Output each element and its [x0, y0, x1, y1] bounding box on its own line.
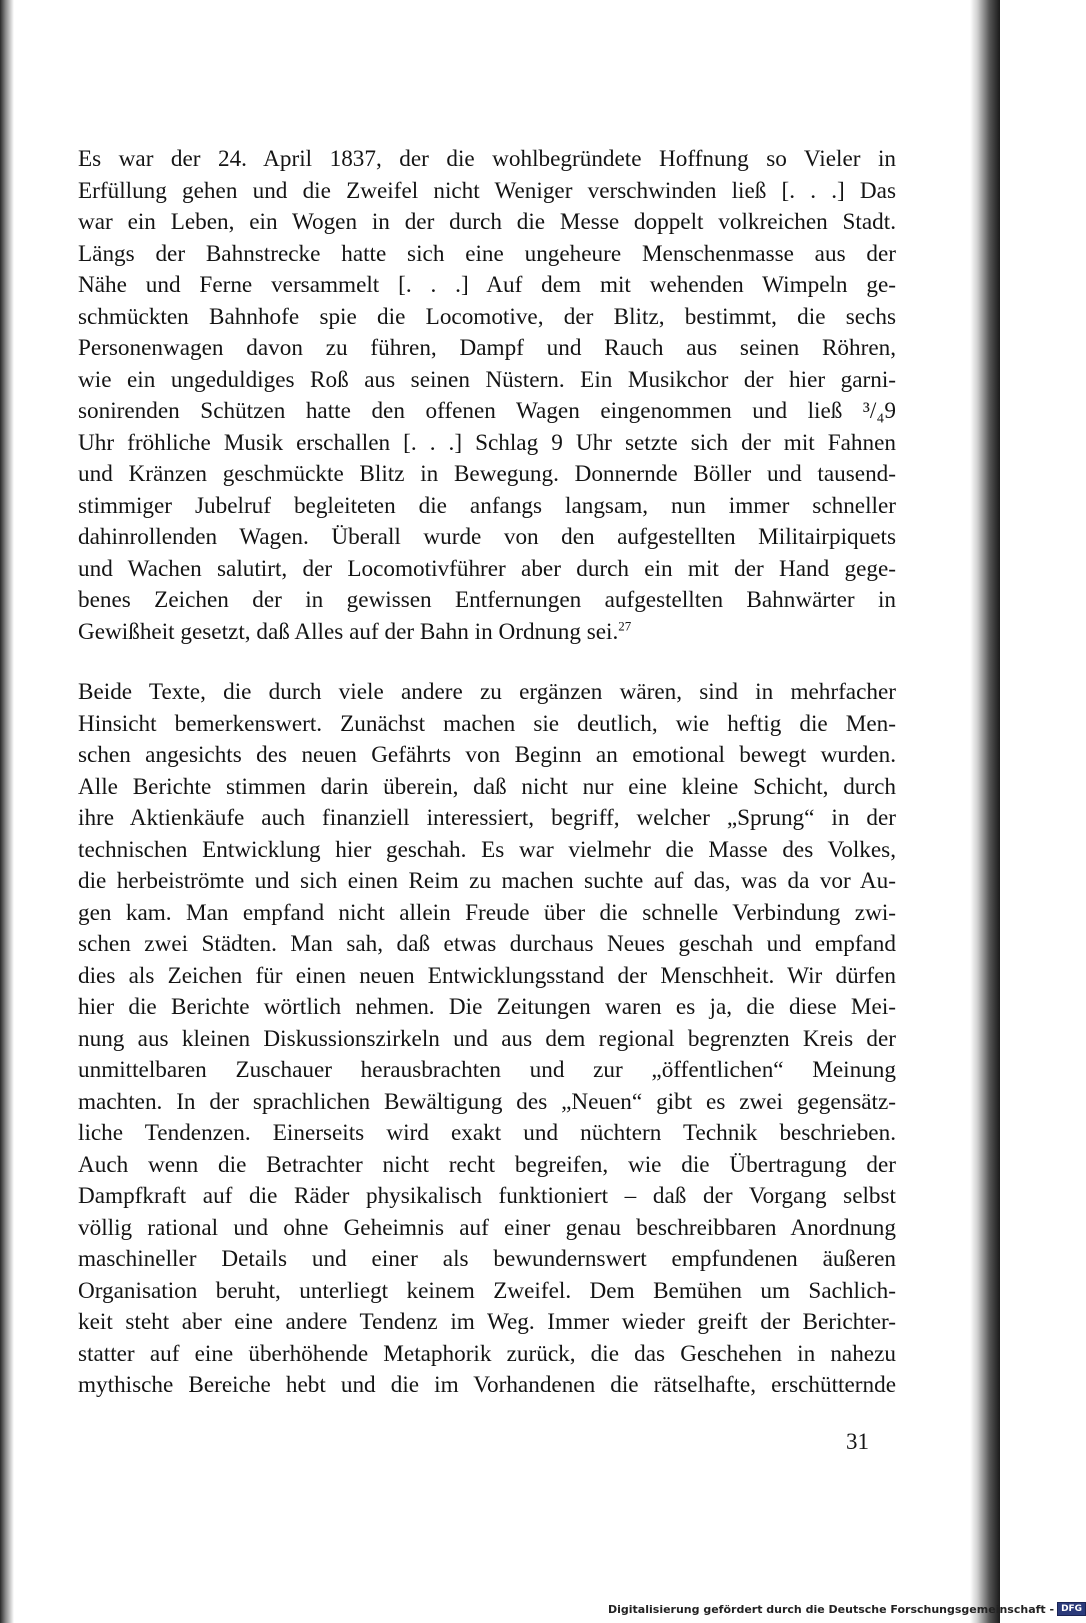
body-paragraph	[78, 677, 896, 1402]
body-line: dies als Zeichen für einen neuen Entwicklungsstand der Menschheit. Wir dürfen	[78, 962, 896, 989]
body-line: liche Tendenzen. Einerseits wird exakt und nüchtern Technik beschrieben.	[78, 1120, 896, 1146]
page-edge-right	[970, 0, 1000, 1623]
page-number: 31	[846, 1429, 869, 1454]
body-line: keit steht aber eine andere Tendenz im Weg. Immer wieder greift der Berichter-	[78, 1309, 896, 1335]
quote-line: stimmiger Jubelruf begleiteten die anfangs langsam, nun immer schneller	[78, 492, 896, 519]
body-line: hier die Berichte wörtlich nehmen. Die Zeitungen waren es ja, die diese Mei-	[78, 994, 896, 1020]
page-edge-left	[0, 0, 14, 1623]
body-line: schen zwei Städten. Man sah, daß etwas durchaus Neues geschah und empfand	[78, 931, 896, 957]
quote-line-text: Gewißheit gesetzt, daß Alles auf der Bahn in Ordnung sei.	[78, 618, 619, 645]
body-line: die herbeiströmte und sich einen Reim zu machen suchte auf das, was da vor Au-	[78, 868, 896, 894]
body-line: machten. In der sprachlichen Bewältigung des „Neuen“ gibt es zwei gegensätz-	[78, 1088, 896, 1115]
quote-line: Erfüllung gehen und die Zweifel nicht Weniger verschwinden ließ [. . .] Das	[78, 177, 896, 204]
body-line: technischen Entwicklung hier geschah. Es war vielmehr die Masse des Volkes,	[78, 836, 896, 863]
quote-line: Uhr fröhliche Musik erschallen [. . .] Schlag 9 Uhr setzte sich der mit Fahnen	[78, 429, 896, 456]
quote-line: war ein Leben, ein Wogen in der durch die Messe doppelt volkreichen Stadt.	[78, 209, 896, 235]
quote-line: wie ein ungeduldiges Roß aus seinen Nüstern. Ein Musikchor der hier garni-	[78, 366, 896, 393]
quote-line: schmückten Bahnhofe spie die Locomotive, der Blitz, bestimmt, die sechs	[78, 303, 896, 330]
dfg-logo: DFG	[1057, 1602, 1086, 1616]
body-line: unmittelbaren Zuschauer herausbrachten und zur „öffentlichen“ Meinung	[78, 1057, 896, 1083]
quote-line: und Wachen salutirt, der Locomotivführer aber durch ein mit der Hand gege-	[78, 555, 896, 582]
body-line: Dampfkraft auf die Räder physikalisch funktioniert – daß der Vorgang selbst	[78, 1183, 896, 1209]
body-line: nung aus kleinen Diskussionszirkeln und aus dem regional begrenzten Kreis der	[78, 1025, 896, 1052]
body-line: schen angesichts des neuen Gefährts von Beginn an emotional bewegt wurden.	[78, 742, 896, 768]
body-line: statter auf eine überhöhende Metaphorik zurück, die das Geschehen in nahezu	[78, 1340, 896, 1367]
body-line: mythische Bereiche hebt und die im Vorhandenen die rätselhafte, erschütternde	[78, 1372, 896, 1398]
body-line: Beide Texte, die durch viele andere zu ergänzen wären, sind in mehrfacher	[78, 679, 896, 705]
footer-text: Digitalisierung gefördert durch die Deutsche Forschungsgemeinschaft -	[608, 1602, 1055, 1616]
body-line: Hinsicht bemerkenswert. Zunächst machen sie deutlich, wie heftig die Men-	[78, 710, 896, 737]
quote-last-line	[78, 617, 896, 649]
quote-line: benes Zeichen der in gewissen Entfernungen aufgestellten Bahnwärter in	[78, 587, 896, 613]
digitization-footer	[608, 1602, 1086, 1616]
quote-block	[78, 144, 896, 648]
quote-line: sonirenden Schützen hatte den offenen Wagen eingenommen und ließ ³/₄9	[78, 398, 896, 424]
quote-line: und Kränzen geschmückte Blitz in Bewegung. Donnernde Böller und tausend-	[78, 461, 896, 487]
quote-line: Nähe und Ferne versammelt [. . .] Auf dem mit wehenden Wimpeln ge-	[78, 272, 896, 298]
quote-line: Längs der Bahnstrecke hatte sich eine ungeheure Menschenmasse aus der	[78, 240, 896, 267]
body-line: maschineller Details und einer als bewundernswert empfundenen äußeren	[78, 1246, 896, 1272]
quote-line: Personenwagen davon zu führen, Dampf und Rauch aus seinen Röhren,	[78, 335, 896, 361]
body-line: Organisation beruht, unterliegt keinem Zweifel. Dem Bemühen um Sachlich-	[78, 1277, 896, 1304]
body-line: ihre Aktienkäufe auch finanziell interessiert, begriff, welcher „Sprung“ in der	[78, 805, 896, 831]
body-line: Auch wenn die Betrachter nicht recht begreifen, wie die Übertragung der	[78, 1151, 896, 1178]
body-line: gen kam. Man empfand nicht allein Freude über die schnelle Verbindung zwi-	[78, 899, 896, 926]
quote-line: Es war der 24. April 1837, der die wohlbegründete Hoffnung so Vieler in	[78, 146, 896, 172]
body-line: Alle Berichte stimmen darin überein, daß nicht nur eine kleine Schicht, durch	[78, 773, 896, 800]
quote-line: dahinrollenden Wagen. Überall wurde von den aufgestellten Militairpiquets	[78, 524, 896, 550]
footnote-reference: 27	[618, 617, 632, 633]
body-line: völlig rational und ohne Geheimnis auf einer genau beschreibbaren Anordnung	[78, 1214, 896, 1241]
